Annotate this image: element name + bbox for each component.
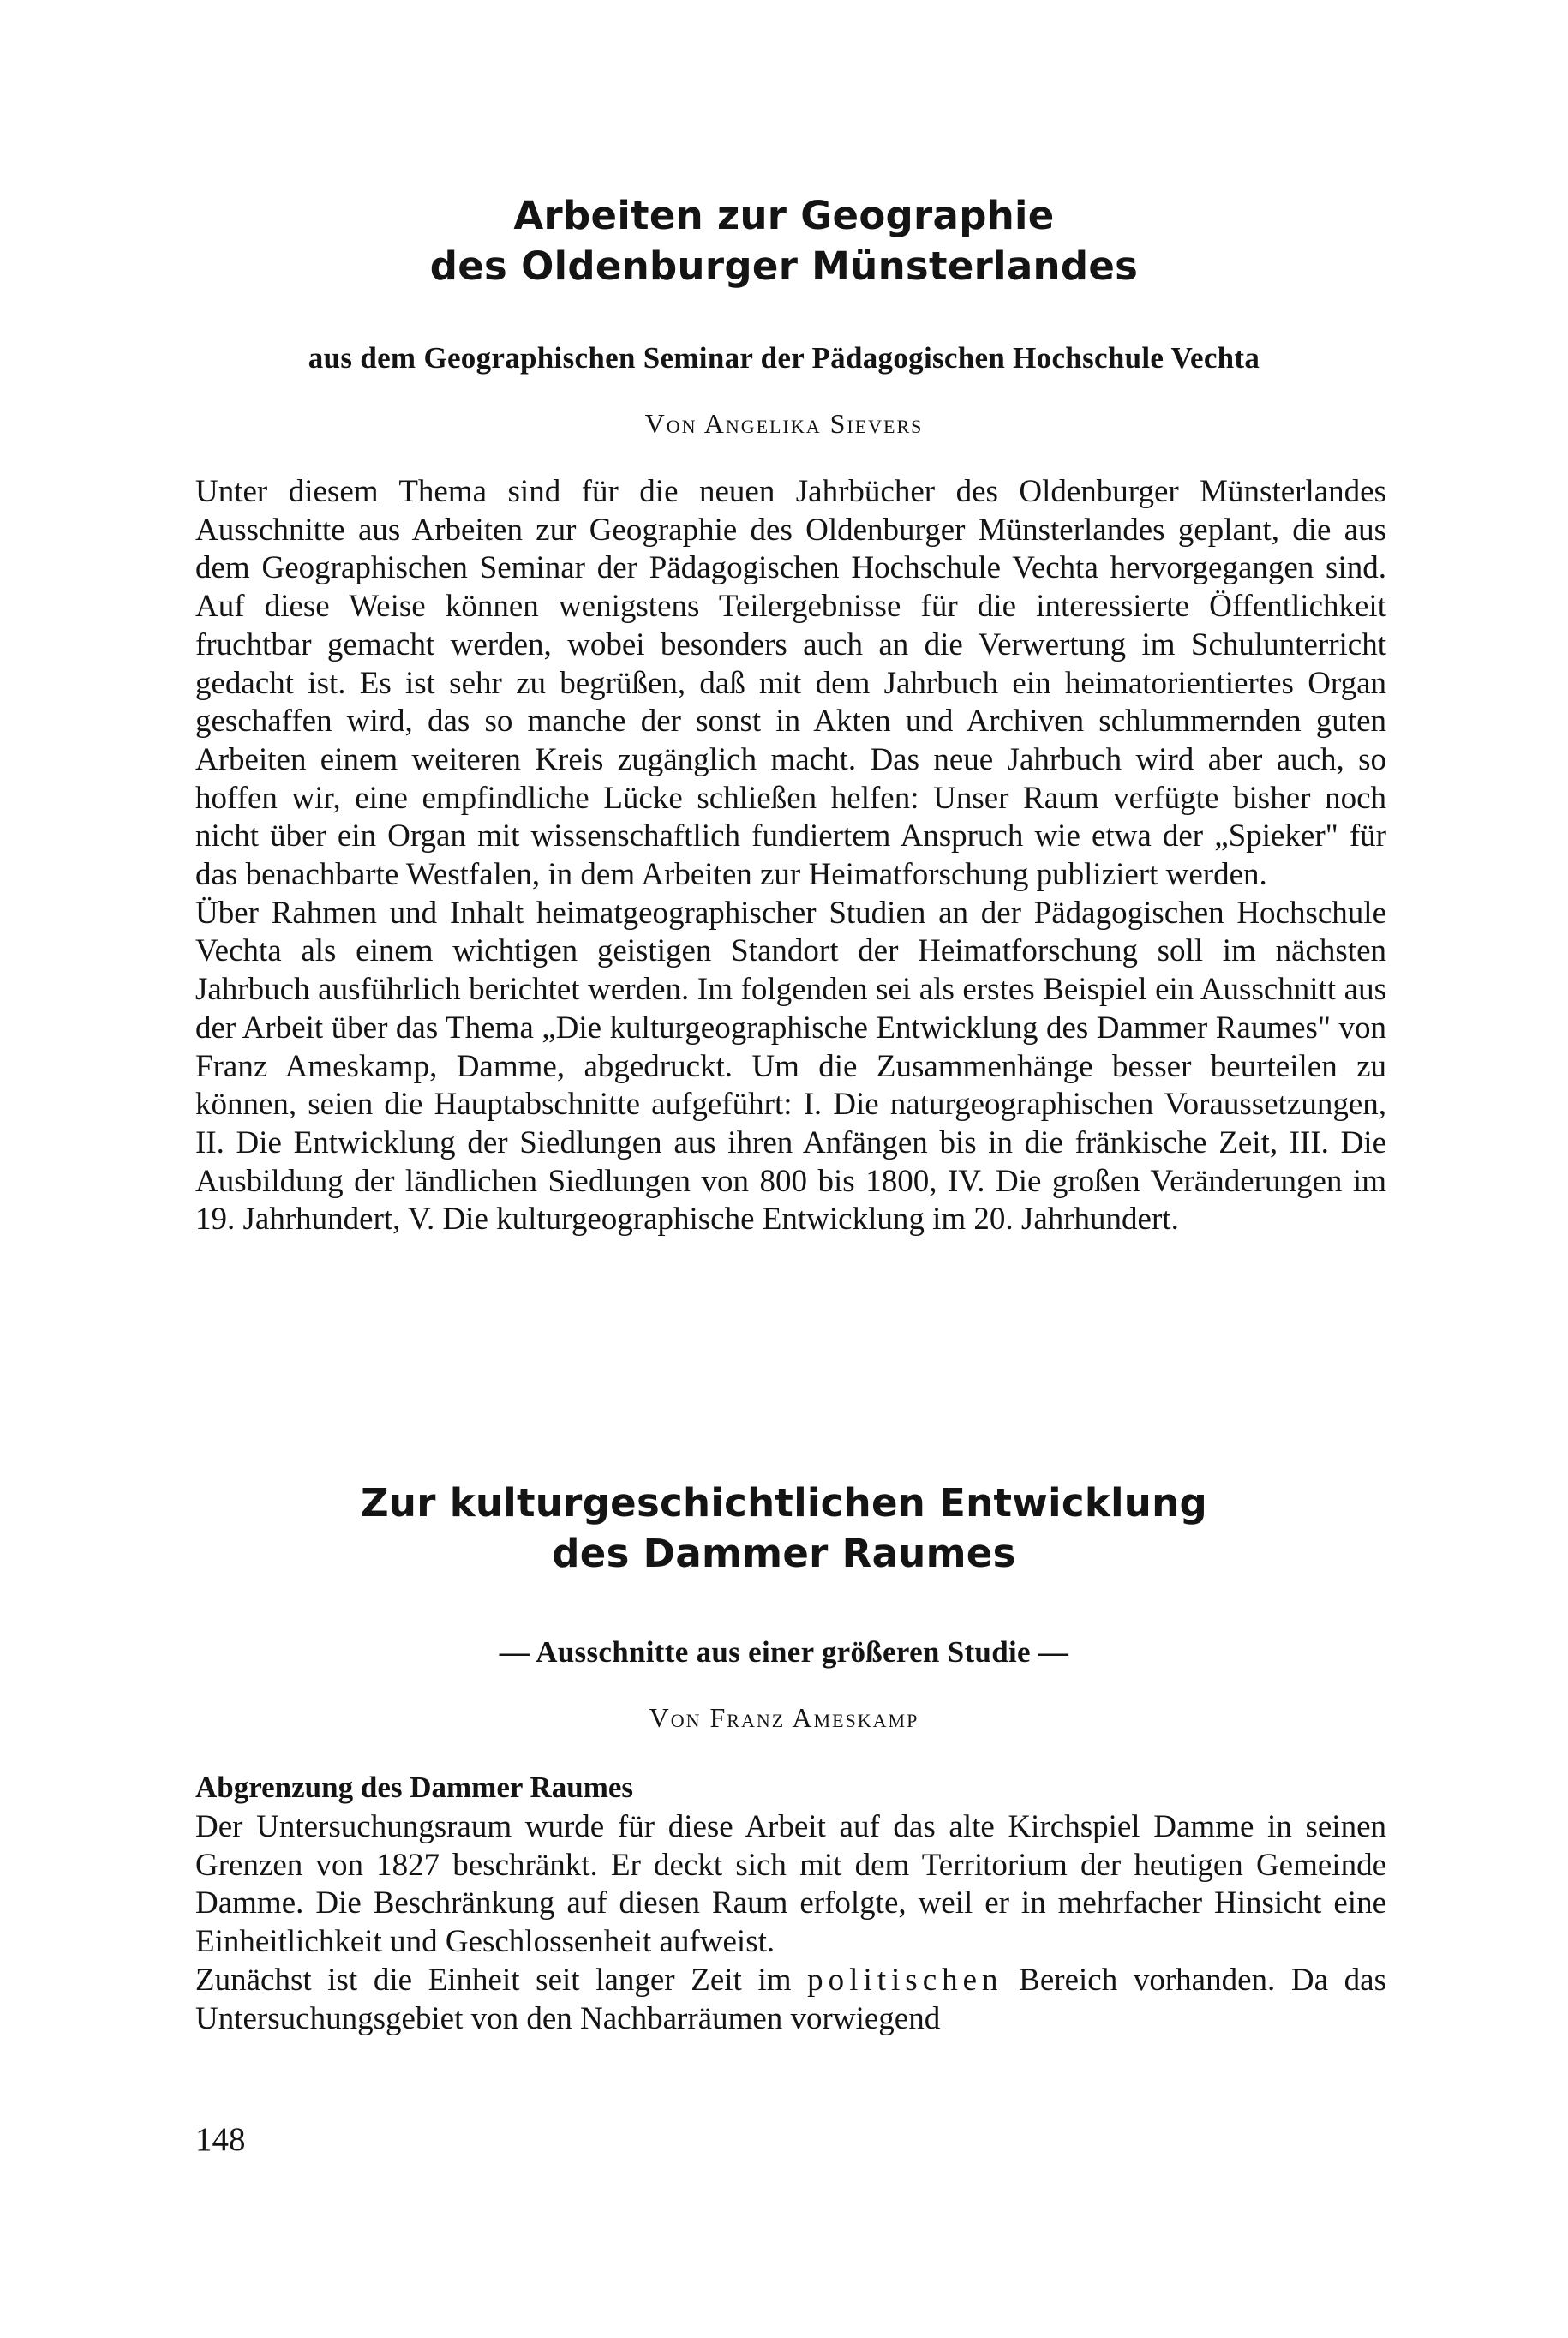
article2-title-line1: Zur kulturgeschichtlichen Entwicklung bbox=[360, 1480, 1207, 1526]
page-number: 148 bbox=[195, 2121, 246, 2158]
article1-title-line1: Arbeiten zur Geographie bbox=[513, 193, 1055, 238]
article2-paragraph-2 bbox=[195, 1962, 1386, 2038]
section-heading: Abgrenzung des Dammer Raumes bbox=[195, 1771, 634, 1804]
article1-title-line2: des Oldenburger Münsterlandes bbox=[429, 243, 1139, 289]
article2-paragraph-1: Der Untersuchungsraum wurde für diese Arbeit auf das alte Kirchspiel Damme in seinen Grenzen von 1827 beschränkt. Er deckt sich mit dem Territorium der heutigen Gemeinde Damme. Die Beschränkung auf diesen Raum erfolgte, weil er in mehrfacher Hinsicht eine Einheitlichkeit und Geschlossenheit aufweist. bbox=[195, 1809, 1386, 1960]
article1-title bbox=[0, 190, 1568, 291]
article1-body bbox=[195, 473, 1386, 1239]
article2-body bbox=[195, 1808, 1386, 2038]
article1-paragraph-1: Unter diesem Thema sind für die neuen Jahrbücher des Oldenburger Münsterlandes Ausschnitte aus Arbeiten zur Geographie des Oldenburger Münsterlandes geplant, die aus dem Geographischen Seminar der Pädagogischen Hochschule Vechta hervorgegangen sind. Auf diese Weise können wenigstens Teilergebnisse für die interessierte Öffentlichkeit fruchtbar gemacht werden, wobei besonders auch an die Verwertung im Schulunterricht gedacht ist. Es ist sehr zu begrüßen, daß mit dem Jahrbuch ein heimatorientiertes Organ geschaffen wird, das so manche der sonst in Akten und Archiven schlummernden guten Arbeiten einem weiteren Kreis zugänglich macht. Das neue Jahrbuch wird aber auch, so hoffen wir, eine empfindliche Lücke schließen helfen: Unser Raum verfügte bisher noch nicht über ein Organ mit wissenschaftlich fundiertem Anspruch wie etwa der „Spieker" für das benachbarte Westfalen, in dem Arbeiten zur Heimatforschung publiziert werden. bbox=[195, 474, 1386, 893]
article2-author: Von Franz Ameskamp bbox=[649, 1702, 919, 1733]
article2-title bbox=[0, 1478, 1568, 1579]
article1-subtitle: aus dem Geographischen Seminar der Pädagogischen Hochschule Vechta bbox=[308, 341, 1260, 375]
article2-paragraph-2-start: Zunächst ist die Einheit seit langer Zeit im bbox=[195, 1962, 808, 1998]
article1-paragraph-2: Über Rahmen und Inhalt heimatgeographischer Studien an der Pädagogischen Hochschule Vechta als einem wichtigen geistigen Standort der Heimatforschung soll im nächsten Jahrbuch ausführlich berichtet werden. Im folgenden sei als erstes Beispiel ein Ausschnitt aus der Arbeit über das Thema „Die kulturgeographische Entwicklung des Dammer Raumes" von Franz Ameskamp, Damme, abgedruckt. Um die Zusammenhänge besser beurteilen zu können, seien die Hauptabschnitte aufgeführt: I. Die naturgeographischen Voraussetzungen, II. Die Entwicklung der Siedlungen aus ihren Anfängen bis in die fränkische Zeit, III. Die Ausbildung der ländlichen Siedlungen von 800 bis 1800, IV. Die großen Veränderungen im 19. Jahrhundert, V. Die kulturgeographische Entwicklung im 20. Jahrhundert. bbox=[195, 895, 1386, 1238]
article2-paragraph-2-end: Bereich vorhanden. Da das Untersuchungsgebiet von den Nachbarräumen vorwiegend bbox=[195, 1962, 1386, 2036]
article2-paragraph-2-emphasis: politischen bbox=[807, 1962, 1003, 1998]
article2-title-line2: des Dammer Raumes bbox=[552, 1531, 1016, 1576]
article1-author: Von Angelika Sievers bbox=[644, 408, 924, 439]
article2-subtitle: — Ausschnitte aus einer größeren Studie — bbox=[499, 1635, 1069, 1669]
